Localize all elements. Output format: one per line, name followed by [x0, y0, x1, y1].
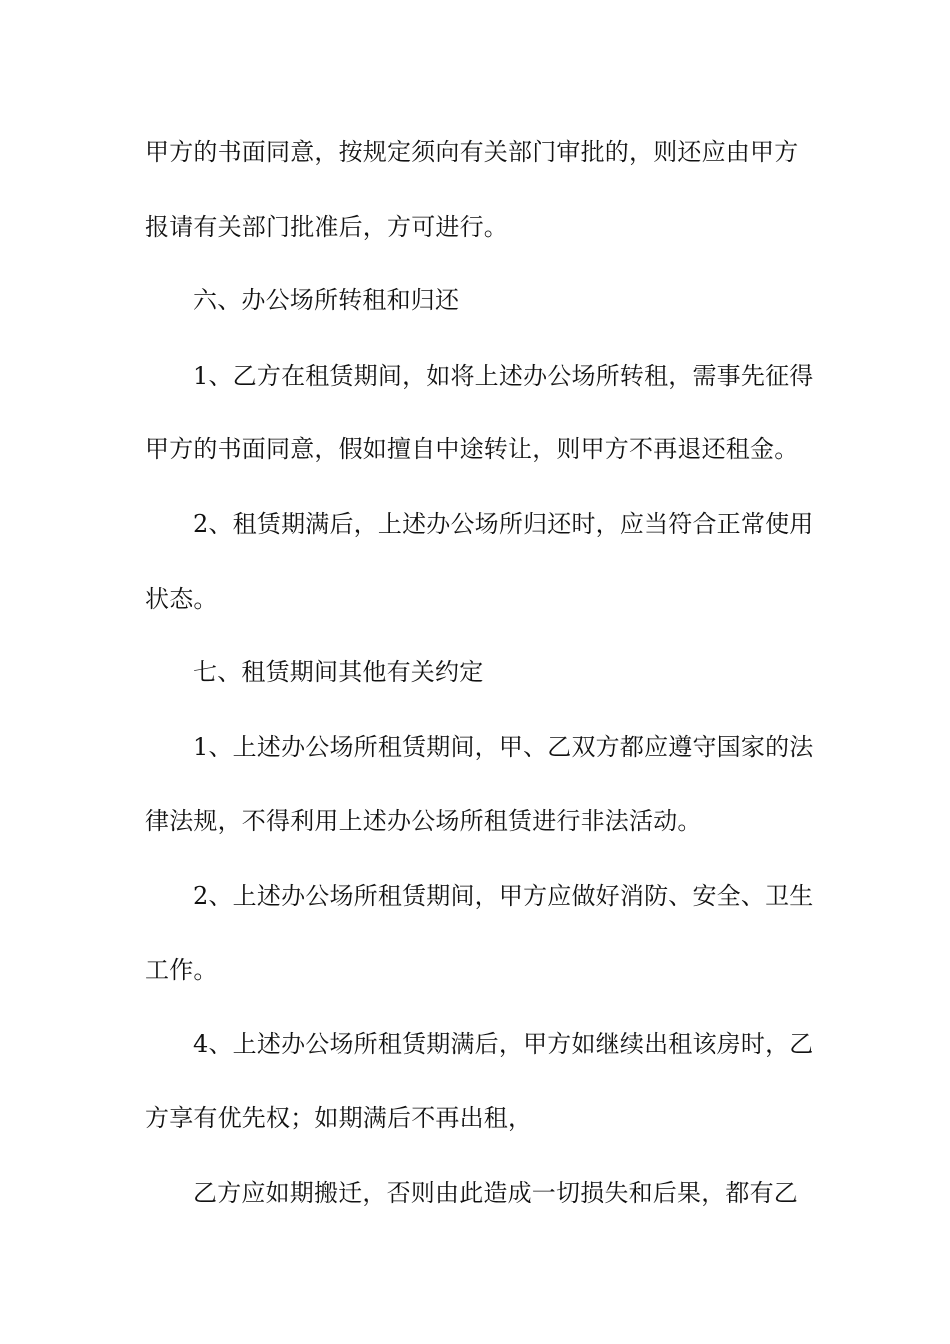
text-line: 4、上述办公场所租赁期满后，甲方如继续出租该房时，乙 — [193, 1030, 814, 1058]
section-heading: 六、办公场所转租和归还 — [193, 286, 460, 314]
text-line: 1、乙方在租赁期间，如将上述办公场所转租，需事先征得 — [193, 362, 814, 390]
text-line: 报请有关部门批准后，方可进行。 — [145, 213, 508, 241]
text-line: 甲方的书面同意，假如擅自中途转让，则甲方不再退还租金。 — [145, 435, 799, 463]
text-line: 甲方的书面同意，按规定须向有关部门审批的，则还应由甲方 — [145, 138, 799, 166]
text-line: 律法规，不得利用上述办公场所租赁进行非法活动。 — [145, 807, 702, 835]
text-line: 状态。 — [145, 585, 218, 613]
text-line: 方享有优先权；如期满后不再出租， — [145, 1104, 533, 1132]
text-line: 乙方应如期搬迁，否则由此造成一切损失和后果，都有乙 — [193, 1179, 798, 1207]
text-line: 1、上述办公场所租赁期间，甲、乙双方都应遵守国家的法 — [193, 733, 814, 761]
text-line: 工作。 — [145, 956, 218, 984]
section-heading: 七、租赁期间其他有关约定 — [193, 658, 484, 686]
text-line: 2、租赁期满后，上述办公场所归还时，应当符合正常使用 — [193, 510, 814, 538]
text-line: 2、上述办公场所租赁期间，甲方应做好消防、安全、卫生 — [193, 882, 814, 910]
